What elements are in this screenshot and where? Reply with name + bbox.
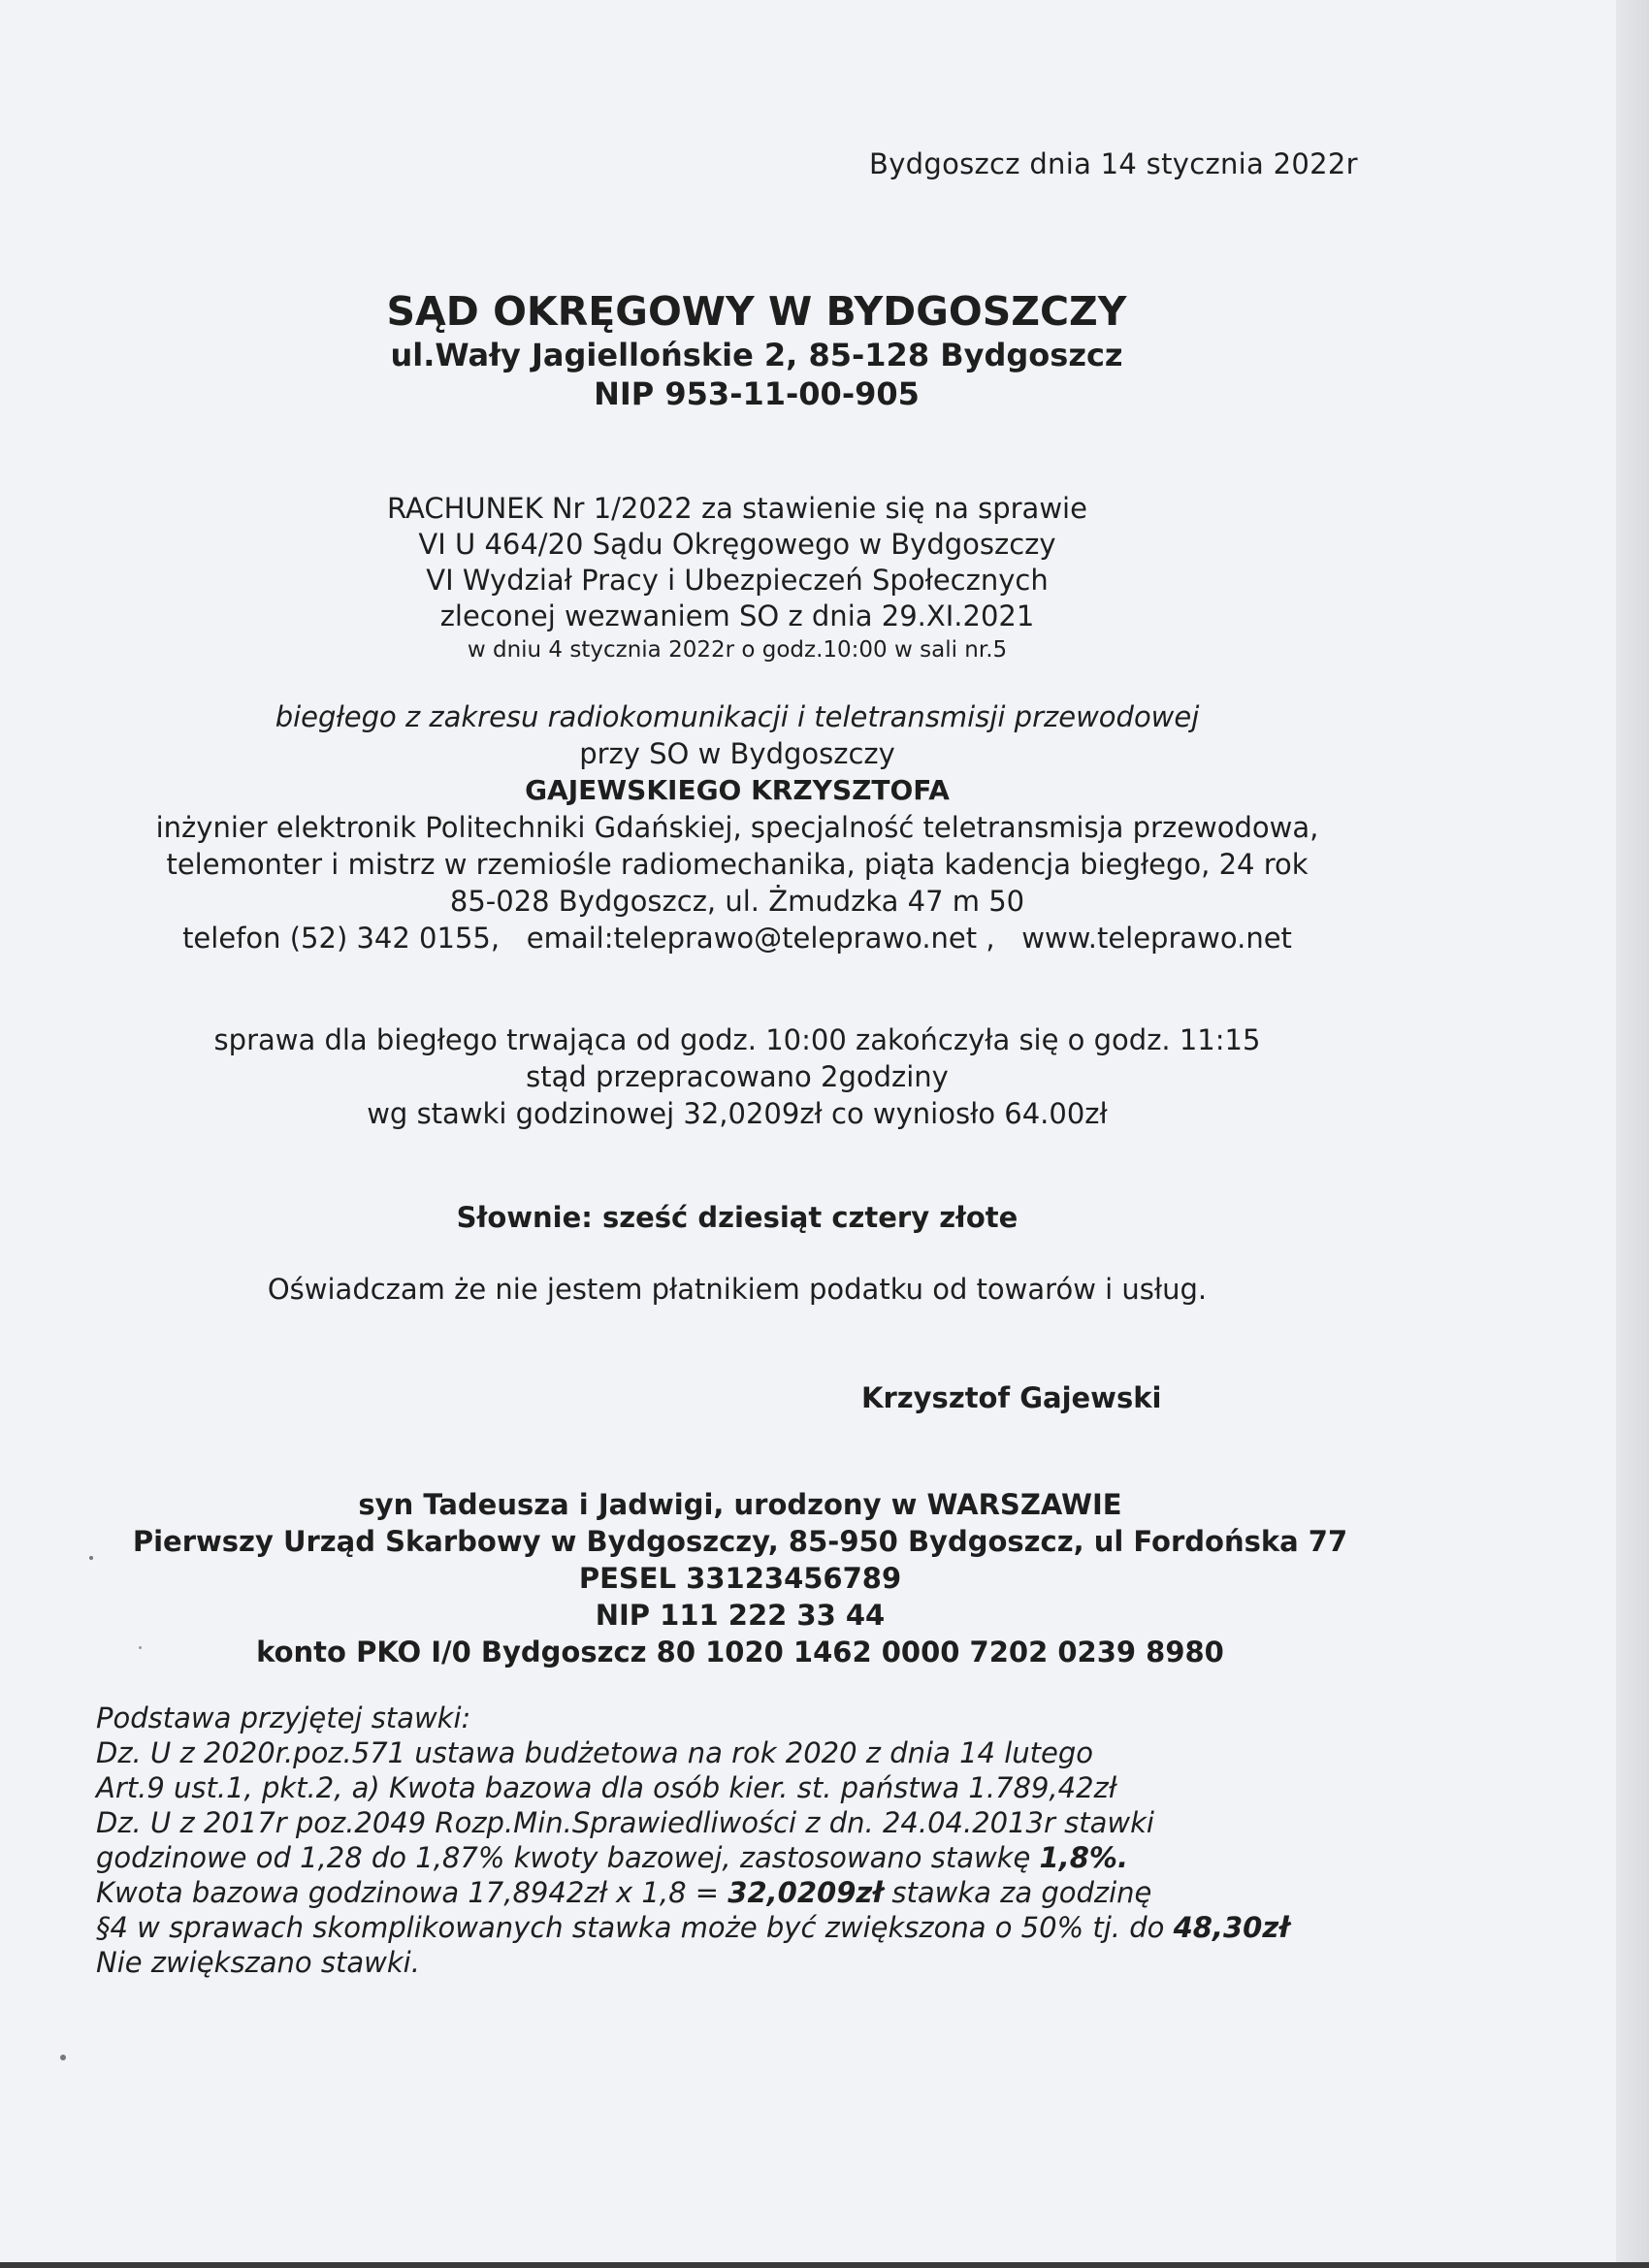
personal-nip: NIP 111 222 33 44 xyxy=(595,1599,886,1632)
signer-name: Krzysztof Gajewski xyxy=(861,1381,1162,1414)
expert-field: biegłego z zakresu radiokomunikacji i teletransmisji przewodowej xyxy=(275,700,1200,733)
calc-amount: wg stawki godzinowej 32,0209zł co wyniosło 64.00zł xyxy=(367,1097,1108,1130)
tax-office: Pierwszy Urząd Skarbowy w Bydgoszczy, 85-950 Bydgoszcz, ul Fordońska 77 xyxy=(132,1525,1348,1558)
basis-line xyxy=(96,1910,1289,1945)
expert-website: www.teleprawo.net xyxy=(1021,922,1292,955)
expert-email: email:teleprawo@teleprawo.net , xyxy=(526,922,995,955)
basis-line: Dz. U z 2017r poz.2049 Rozp.Min.Sprawiedliwości z dn. 24.04.2013r stawki xyxy=(96,1806,1154,1839)
personal-data-section xyxy=(0,1486,1480,1670)
bill-section xyxy=(0,491,1474,665)
court-nip: NIP 953-11-00-905 xyxy=(594,375,920,412)
court-address: ul.Wały Jagiellońskie 2, 85-128 Bydgoszcz xyxy=(390,337,1123,373)
basis-text: godzinowe od 1,28 do 1,87% kwoty bazowej, zastosowano stawkę xyxy=(96,1841,1040,1874)
bill-summons: zleconej wezwaniem SO z dnia 29.XI.2021 xyxy=(439,599,1035,632)
basis-line xyxy=(96,1840,1289,1875)
expert-qualification: inżynier elektronik Politechniki Gdańskiej, specjalność teletransmisja przewodowa, xyxy=(155,811,1319,844)
basis-max-rate: 48,30zł xyxy=(1173,1911,1290,1944)
scan-bottom-edge xyxy=(0,2262,1649,2268)
calc-duration: sprawa dla biegłego trwająca od godz. 10:00 zakończyła się o godz. 11:15 xyxy=(213,1023,1261,1056)
bill-department: VI Wydział Pracy i Ubezpieczeń Społecznych xyxy=(426,564,1049,597)
expert-phone: telefon (52) 342 0155, xyxy=(182,922,501,955)
calc-hours: stąd przepracowano 2godziny xyxy=(526,1060,949,1093)
basis-hourly-rate: 32,0209zł xyxy=(728,1876,884,1909)
place-date: Bydgoszcz dnia 14 stycznia 2022r xyxy=(869,147,1358,180)
expert-address: 85-028 Bydgoszcz, ul. Żmudzka 47 m 50 xyxy=(449,885,1025,918)
scan-page-edge xyxy=(1616,0,1649,2268)
basis-line: Nie zwiększano stawki. xyxy=(96,1946,420,1979)
pesel: PESEL 33123456789 xyxy=(578,1562,902,1595)
basis-rate-percent: 1,8%. xyxy=(1039,1841,1128,1874)
court-name: SĄD OKRĘGOWY W BYDGOSZCZY xyxy=(386,288,1127,335)
basis-line: Dz. U z 2020r.poz.571 ustawa budżetowa na rok 2020 z dnia 14 lutego xyxy=(96,1736,1093,1769)
basis-line: Art.9 ust.1, pkt.2, a) Kwota bazowa dla osób kier. st. państwa 1.789,42zł xyxy=(96,1771,1117,1804)
expert-section xyxy=(0,698,1474,956)
expert-contact xyxy=(0,920,1474,956)
bill-case-number: VI U 464/20 Sądu Okręgowego w Bydgoszczy xyxy=(418,528,1056,561)
bill-title: RACHUNEK Nr 1/2022 za stawienie się na sprawie xyxy=(387,492,1087,525)
basis-heading: Podstawa przyjętej stawki: xyxy=(96,1701,471,1734)
amount-in-words: Słownie: sześć dziesiąt cztery złote xyxy=(456,1201,1018,1234)
basis-text: §4 w sprawach skomplikowanych stawka może być zwiększona o 50% tj. do xyxy=(96,1911,1174,1944)
calculation-section xyxy=(0,1021,1474,1132)
basis-text: stawka za godzinę xyxy=(883,1876,1152,1909)
scan-speck xyxy=(60,2055,66,2060)
rate-basis-section xyxy=(96,1701,1289,1980)
expert-experience: telemonter i mistrz w rzemiośle radiomechanika, piąta kadencja biegłego, 24 rok xyxy=(166,848,1309,881)
expert-name: GAJEWSKIEGO KRZYSZTOFA xyxy=(525,774,950,806)
tax-declaration: Oświadczam że nie jestem płatnikiem podatku od towarów i usług. xyxy=(267,1273,1208,1306)
expert-court: przy SO w Bydgoszczy xyxy=(579,737,895,770)
bank-account: konto PKO I/0 Bydgoszcz 80 1020 1462 0000 7202 0239 8980 xyxy=(256,1636,1224,1669)
basis-line xyxy=(96,1875,1289,1910)
basis-text: Kwota bazowa godzinowa 17,8942zł x 1,8 = xyxy=(96,1876,728,1909)
bill-hearing-date: w dniu 4 stycznia 2022r o godz.10:00 w sali nr.5 xyxy=(467,637,1008,663)
court-header xyxy=(0,287,1513,413)
personal-origin: syn Tadeusza i Jadwigi, urodzony w WARSZAWIE xyxy=(358,1488,1122,1521)
